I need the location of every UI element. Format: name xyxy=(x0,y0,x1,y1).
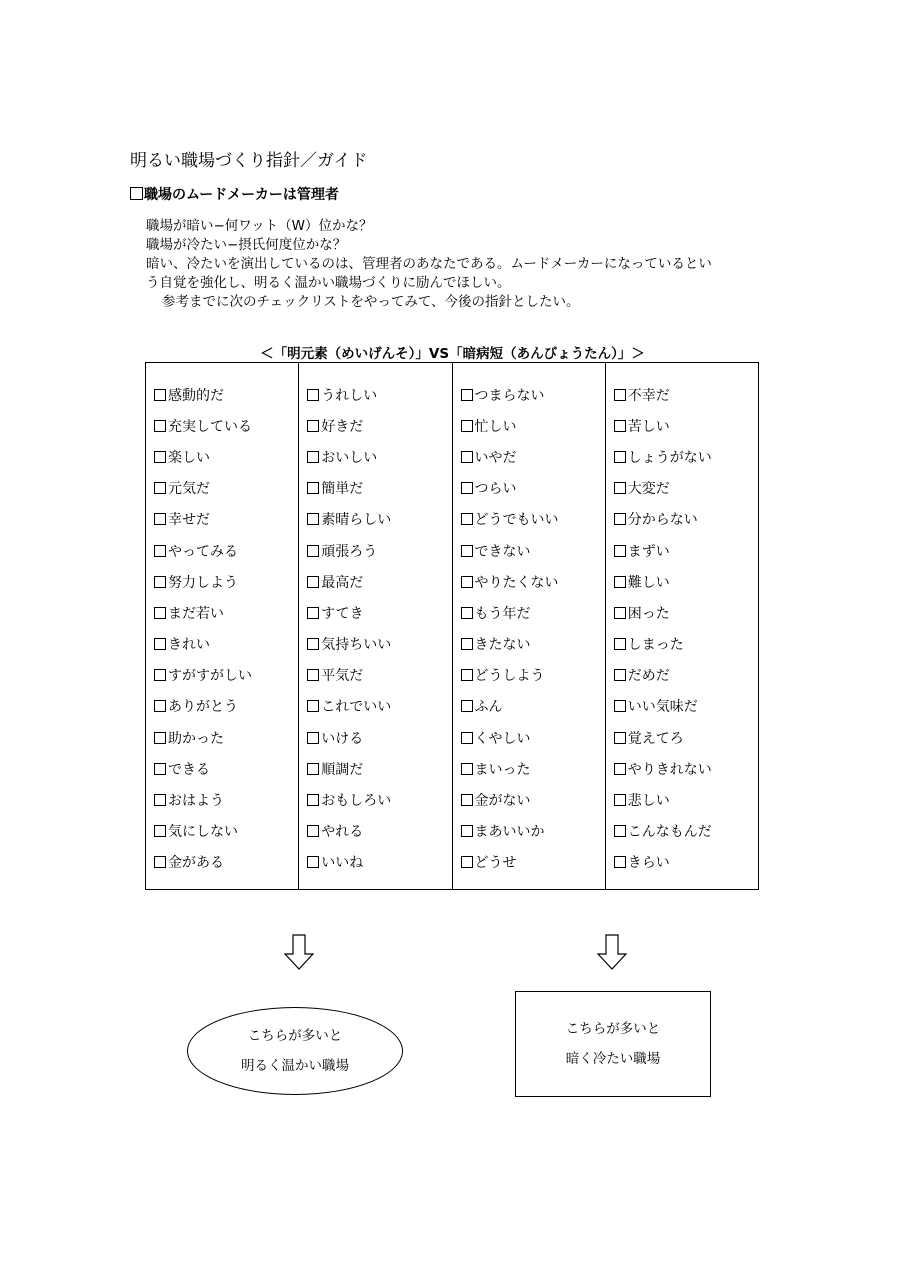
paragraph-line: 暗い、冷たいを演出しているのは、管理者のあなたである。ムードメーカーになっているとい xyxy=(146,256,712,272)
checklist-item-label: やってみる xyxy=(168,543,238,560)
paragraph-line: 参考までに次のチェックリストをやってみて、今後の指針としたい。 xyxy=(162,294,580,310)
checklist-item-label: 感動的だ xyxy=(168,387,224,404)
checklist-item-label: しょうがない xyxy=(627,449,712,466)
checkbox-icon[interactable] xyxy=(307,638,319,650)
checklist-item-label: つらい xyxy=(474,481,517,498)
checkbox-icon[interactable] xyxy=(461,856,473,868)
checklist-item-label: 頑張ろう xyxy=(321,543,378,560)
checkbox-icon[interactable] xyxy=(461,451,473,463)
checklist-item-label: 苦しい xyxy=(627,418,670,435)
checkbox-icon[interactable] xyxy=(614,763,626,775)
checkbox-icon[interactable] xyxy=(154,638,166,650)
checklist-item-label: 充実している xyxy=(168,418,252,435)
checklist-item[interactable] xyxy=(461,816,605,847)
checkbox-icon[interactable] xyxy=(307,856,319,868)
dark-result-line: 暗く冷たい職場 xyxy=(565,1051,661,1067)
checklist-item-label: どうせ xyxy=(474,855,517,872)
section-heading-text: 職場のムードメーカーは管理者 xyxy=(144,187,339,203)
checklist-item-label: 困った xyxy=(627,605,670,622)
checkbox-icon[interactable] xyxy=(307,763,319,775)
checklist-item-label: いいね xyxy=(321,855,364,872)
checkbox-icon[interactable] xyxy=(614,420,626,432)
checklist-item-label: 素晴らしい xyxy=(321,512,392,529)
checklist-item[interactable] xyxy=(307,660,451,691)
checklist-item[interactable] xyxy=(461,473,605,504)
checklist-item[interactable] xyxy=(614,473,758,504)
checklist-item-label: 覚えてろ xyxy=(627,730,684,747)
checklist-item[interactable] xyxy=(614,379,758,410)
checklist-item[interactable] xyxy=(307,629,451,660)
checklist-item[interactable] xyxy=(307,816,451,847)
intro-paragraph xyxy=(146,217,712,312)
checkbox-icon[interactable] xyxy=(614,825,626,837)
checklist-item[interactable] xyxy=(307,441,451,472)
checkbox-icon[interactable] xyxy=(614,607,626,619)
checklist-item[interactable] xyxy=(461,660,605,691)
checklist-item[interactable] xyxy=(461,597,605,628)
checklist-item-label: 分からない xyxy=(627,512,698,529)
checklist-item[interactable] xyxy=(307,535,451,566)
checklist-item[interactable] xyxy=(461,722,605,753)
checklist-item[interactable] xyxy=(154,441,298,472)
checkbox-icon[interactable] xyxy=(307,825,319,837)
checklist-item[interactable] xyxy=(461,441,605,472)
bright-result-line: こちらが多いと xyxy=(247,1028,343,1044)
checkbox-icon[interactable] xyxy=(154,545,166,557)
checkbox-icon[interactable] xyxy=(461,513,473,525)
checklist-item-label: もう年だ xyxy=(474,605,531,622)
checkbox-icon[interactable] xyxy=(614,856,626,868)
checklist-item[interactable] xyxy=(614,722,758,753)
down-arrow-icon xyxy=(597,934,627,970)
checkbox-icon[interactable] xyxy=(154,669,166,681)
checkbox-icon[interactable] xyxy=(461,420,473,432)
checkbox-icon[interactable] xyxy=(461,794,473,806)
checklist-item[interactable] xyxy=(614,441,758,472)
checkbox-icon[interactable] xyxy=(461,700,473,712)
checkbox-icon[interactable] xyxy=(461,389,473,401)
checklist-item-label: やりきれない xyxy=(627,761,712,778)
checklist-column xyxy=(146,363,298,889)
paragraph-line: 職場が暗い−何ワット（W）位かな？ xyxy=(146,218,373,234)
checklist-item-label: 努力しよう xyxy=(168,574,238,591)
checklist-item[interactable] xyxy=(614,816,758,847)
paragraph-line: 職場が冷たい−摂氏何度位かな？ xyxy=(146,237,347,253)
checkbox-icon[interactable] xyxy=(614,576,626,588)
checklist-item-label: うれしい xyxy=(321,387,378,404)
checklist-item-label: だめだ xyxy=(627,668,670,685)
checklist-item[interactable] xyxy=(307,379,451,410)
checklist-item[interactable] xyxy=(307,784,451,815)
checklist-item[interactable] xyxy=(154,816,298,847)
checkbox-icon[interactable] xyxy=(154,700,166,712)
checkbox-icon[interactable] xyxy=(307,420,319,432)
checklist-item[interactable] xyxy=(154,379,298,410)
checklist-item-label: 平気だ xyxy=(321,668,364,685)
checklist-item-label: まだ若い xyxy=(168,605,224,622)
checkbox-icon[interactable] xyxy=(614,700,626,712)
checkbox-icon[interactable] xyxy=(307,451,319,463)
checklist-item-label: まいった xyxy=(474,761,531,778)
checkbox-icon[interactable] xyxy=(461,576,473,588)
checkbox-icon[interactable] xyxy=(614,545,626,557)
checklist-item-label: 楽しい xyxy=(168,449,210,466)
checklist-item-label: すがすがしい xyxy=(168,668,252,685)
checkbox-icon[interactable] xyxy=(154,576,166,588)
checklist-item-label: 最高だ xyxy=(321,574,364,591)
checkbox-icon[interactable] xyxy=(461,607,473,619)
checklist-item-label: 金がない xyxy=(474,793,531,810)
checkbox-icon[interactable] xyxy=(614,794,626,806)
checklist-item[interactable] xyxy=(614,847,758,878)
checklist-item-label: 簡単だ xyxy=(321,481,364,498)
checklist-item-label: 気にしない xyxy=(168,824,238,841)
checkbox-icon[interactable] xyxy=(154,732,166,744)
checklist-item-label: きれい xyxy=(168,637,210,654)
checkbox-icon xyxy=(130,187,143,200)
checkbox-icon[interactable] xyxy=(614,732,626,744)
checklist-item[interactable] xyxy=(154,847,298,878)
checklist-item-label: どうでもいい xyxy=(474,512,559,529)
checklist-item[interactable] xyxy=(461,410,605,441)
checklist-item-label: きたない xyxy=(474,637,531,654)
checklist-item[interactable] xyxy=(307,847,451,878)
checklist-item-label: いい気味だ xyxy=(627,699,698,716)
checklist-item[interactable] xyxy=(614,597,758,628)
checklist-item[interactable] xyxy=(307,410,451,441)
page-title: 明るい職場づくり指針／ガイド xyxy=(130,151,368,171)
checkbox-icon[interactable] xyxy=(154,389,166,401)
checkbox-icon[interactable] xyxy=(154,420,166,432)
checklist-item-label: 不幸だ xyxy=(627,387,670,404)
checklist-item-label: しまった xyxy=(627,637,684,654)
checklist-item[interactable] xyxy=(307,566,451,597)
checkbox-icon[interactable] xyxy=(461,732,473,744)
checklist-item[interactable] xyxy=(154,660,298,691)
checklist-item-label: おもしろい xyxy=(321,793,392,810)
checklist-item-label: 難しい xyxy=(627,574,670,591)
checkbox-icon[interactable] xyxy=(307,389,319,401)
checklist-item[interactable] xyxy=(461,566,605,597)
checkbox-icon[interactable] xyxy=(307,545,319,557)
checklist-item[interactable] xyxy=(307,722,451,753)
checklist-item-label: ふん xyxy=(474,699,503,716)
checklist-item-label: 助かった xyxy=(168,730,224,747)
bright-result-line: 明るく温かい職場 xyxy=(241,1058,349,1074)
checklist-item[interactable] xyxy=(614,660,758,691)
checkbox-icon[interactable] xyxy=(461,545,473,557)
checkbox-icon[interactable] xyxy=(307,513,319,525)
checklist-item[interactable] xyxy=(154,753,298,784)
checkbox-icon[interactable] xyxy=(154,794,166,806)
checklist-item-label: どうしよう xyxy=(474,668,545,685)
checkbox-icon[interactable] xyxy=(307,700,319,712)
checklist-column xyxy=(452,363,605,889)
checklist-item-label: おはよう xyxy=(168,793,224,810)
checkbox-icon[interactable] xyxy=(307,669,319,681)
checklist-item-label: できない xyxy=(474,543,531,560)
checklist-item-label: おいしい xyxy=(321,449,378,466)
checkbox-icon[interactable] xyxy=(307,607,319,619)
checklist-item[interactable] xyxy=(154,629,298,660)
checklist-item[interactable] xyxy=(154,784,298,815)
checklist-item[interactable] xyxy=(461,691,605,722)
checklist-item-label: 好きだ xyxy=(321,418,364,435)
checklist-item[interactable] xyxy=(614,784,758,815)
checklist-item-label: 幸せだ xyxy=(168,512,210,529)
checklist-item[interactable] xyxy=(307,504,451,535)
checkbox-icon[interactable] xyxy=(614,669,626,681)
checklist-item-label: くやしい xyxy=(474,730,531,747)
down-arrow-icon xyxy=(284,934,314,970)
checklist-item[interactable] xyxy=(154,597,298,628)
checkbox-icon[interactable] xyxy=(307,794,319,806)
paragraph-line: う自覚を強化し、明るく温かい職場づくりに励んでほしい。 xyxy=(146,275,511,291)
checkbox-icon[interactable] xyxy=(614,389,626,401)
checklist-item[interactable] xyxy=(614,629,758,660)
checklist-item-label: やれる xyxy=(321,824,364,841)
checklist-item[interactable] xyxy=(154,691,298,722)
checklist-item-label: 気持ちいい xyxy=(321,637,392,654)
checklist-item[interactable] xyxy=(461,753,605,784)
checklist-item[interactable] xyxy=(614,535,758,566)
checkbox-icon[interactable] xyxy=(154,856,166,868)
checkbox-icon[interactable] xyxy=(614,451,626,463)
checklist-item-label: 大変だ xyxy=(627,481,670,498)
checkbox-icon[interactable] xyxy=(154,482,166,494)
checklist-item[interactable] xyxy=(461,784,605,815)
checkbox-icon[interactable] xyxy=(154,763,166,775)
checklist-table xyxy=(145,362,759,890)
checklist-item[interactable] xyxy=(614,566,758,597)
checklist-item[interactable] xyxy=(154,473,298,504)
checklist-item[interactable] xyxy=(307,473,451,504)
checkbox-icon[interactable] xyxy=(614,513,626,525)
checkbox-icon[interactable] xyxy=(614,638,626,650)
checkbox-icon[interactable] xyxy=(307,482,319,494)
checkbox-icon[interactable] xyxy=(461,825,473,837)
checkbox-icon[interactable] xyxy=(461,669,473,681)
bright-result-ellipse xyxy=(187,1007,403,1095)
checklist-title: ＜「明元素（めいげんそ）」VS「暗病短（あんびょうたん）」＞ xyxy=(260,346,645,362)
checklist-item[interactable] xyxy=(154,410,298,441)
checklist-item-label: できる xyxy=(168,761,210,778)
checklist-item[interactable] xyxy=(614,691,758,722)
checklist-item[interactable] xyxy=(461,535,605,566)
checkbox-icon[interactable] xyxy=(154,513,166,525)
checkbox-icon[interactable] xyxy=(461,638,473,650)
checkbox-icon[interactable] xyxy=(461,482,473,494)
checklist-item[interactable] xyxy=(154,535,298,566)
checkbox-icon[interactable] xyxy=(154,825,166,837)
checklist-item[interactable] xyxy=(307,597,451,628)
checklist-item-label: きらい xyxy=(627,855,670,872)
checklist-item-label: こんなもんだ xyxy=(627,824,712,841)
section-heading xyxy=(130,184,339,204)
checklist-column xyxy=(298,363,451,889)
checkbox-icon[interactable] xyxy=(614,482,626,494)
dark-result-line: こちらが多いと xyxy=(565,1021,661,1037)
checklist-item-label: いける xyxy=(321,730,364,747)
checklist-item-label: 元気だ xyxy=(168,481,210,498)
dark-result-box xyxy=(515,991,711,1097)
checklist-item[interactable] xyxy=(307,691,451,722)
checklist-item[interactable] xyxy=(461,379,605,410)
checkbox-icon[interactable] xyxy=(307,576,319,588)
checklist-item-label: 順調だ xyxy=(321,761,364,778)
checkbox-icon[interactable] xyxy=(154,607,166,619)
checklist-item-label: まあいいか xyxy=(474,824,545,841)
checklist-item[interactable] xyxy=(307,753,451,784)
checklist-item[interactable] xyxy=(614,504,758,535)
checklist-item-label: やりたくない xyxy=(474,574,559,591)
checklist-item[interactable] xyxy=(461,847,605,878)
checklist-item-label: これでいい xyxy=(321,699,392,716)
checklist-item[interactable] xyxy=(614,753,758,784)
checklist-item-label: まずい xyxy=(627,543,670,560)
checklist-item[interactable] xyxy=(154,722,298,753)
checklist-item[interactable] xyxy=(154,566,298,597)
checklist-item-label: ありがとう xyxy=(168,699,238,716)
checklist-item[interactable] xyxy=(614,410,758,441)
checklist-item-label: 悲しい xyxy=(627,793,670,810)
checklist-item[interactable] xyxy=(461,504,605,535)
checklist-item[interactable] xyxy=(154,504,298,535)
checklist-item-label: いやだ xyxy=(474,449,517,466)
checklist-item-label: 金がある xyxy=(168,855,224,872)
checklist-item-label: すてき xyxy=(321,605,364,622)
checkbox-icon[interactable] xyxy=(154,451,166,463)
checkbox-icon[interactable] xyxy=(307,732,319,744)
checklist-item-label: 忙しい xyxy=(474,418,517,435)
checklist-item[interactable] xyxy=(461,629,605,660)
checklist-column xyxy=(605,363,758,889)
checklist-item-label: つまらない xyxy=(474,387,545,404)
checkbox-icon[interactable] xyxy=(461,763,473,775)
